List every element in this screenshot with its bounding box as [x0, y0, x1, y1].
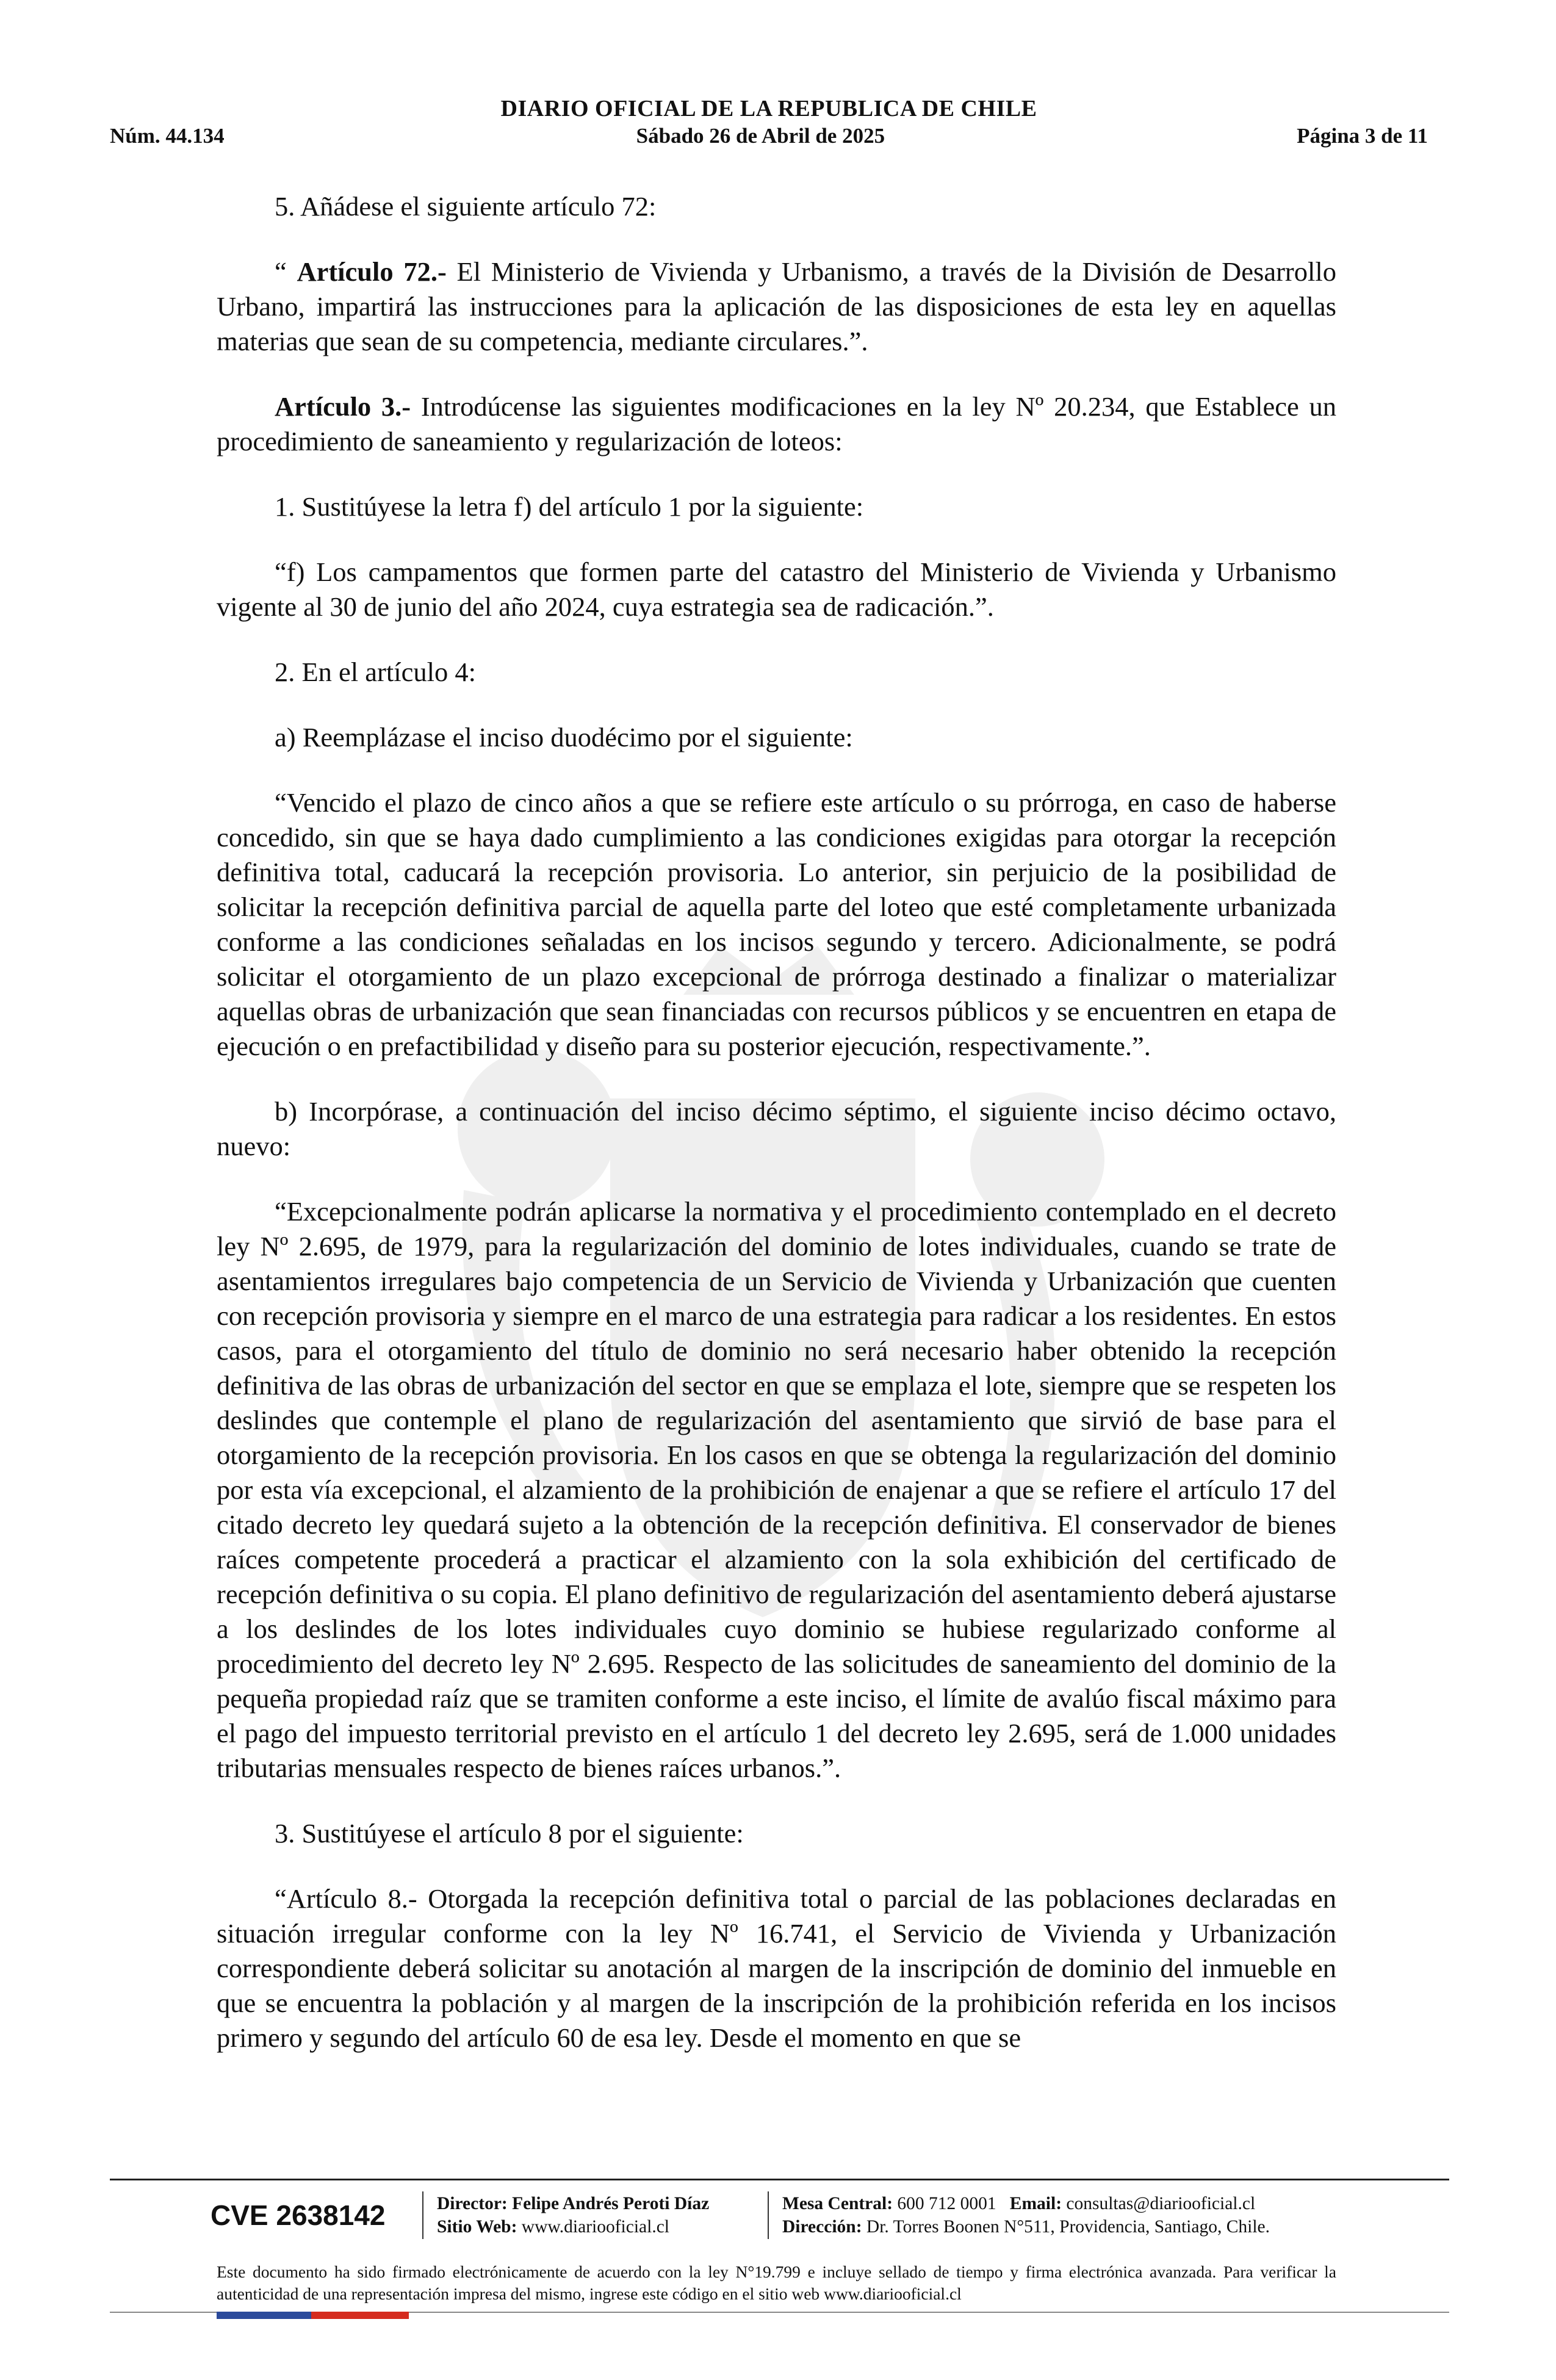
issue-number: Núm. 44.134	[110, 124, 225, 148]
footer-separator	[768, 2191, 769, 2239]
header-row	[110, 123, 1428, 150]
page-footer	[207, 2185, 1342, 2246]
flag-red-segment	[311, 2312, 409, 2319]
page-header	[110, 95, 1428, 150]
paragraph: 3. Sustitúyese el artículo 8 por el siguiente:	[275, 1818, 744, 1848]
page-number: Página 3 de 11	[1297, 124, 1428, 148]
footer-divider	[110, 2179, 1449, 2180]
paragraph: “Vencido el plazo de cinco años a que se refiere este artículo o su prórroga, en caso de haberse concedido, sin que se haya dado cumplimiento a las condiciones exigidas para otorgar la recepción definitiva total, caducará la recepción provisoria. Lo anterior, sin perjuicio de la posibilidad de solicitar la recepción definitiva parcial de aquella parte del loteo que esté completamente urbanizada conforme a las condiciones señaladas en los incisos segundo y tercero. Adicionalmente, se podrá solicitar el otorgamiento de un plazo excepcional de prórroga destinado a finalizar o materializar aquellas obras de urbanización que sean financiadas con recursos públicos y se encuentren en etapa de ejecución o en prefactibilidad y diseño para su posterior ejecución, respectivamente.”.	[217, 787, 1336, 1061]
paragraph: “Excepcionalmente podrán aplicarse la normativa y el procedimiento contemplado en el decreto ley Nº 2.695, de 1979, para la regularización del dominio de lotes individuales, cuando se trate de asentamientos irregulares bajo competencia de un Servicio de Vivienda y Urbanización que cuenten con recepción provisoria y siempre en el marco de una estrategia para radicar a los residentes. En estos casos, para el otorgamiento del título de dominio no será necesario haber obtenido la recepción definitiva de las obras de urbanización del sector en que se emplaza el lote, siempre que se respeten los deslindes que contemple el plano de regularización del asentamiento que sirvió de base para el otorgamiento de la recepción provisoria. En los casos en que se obtenga la regularización del dominio por esta vía excepcional, el alzamiento de la prohibición de enajenar a que se refiere el artículo 17 del citado decreto ley quedará sujeto a la obtención de la recepción definitiva. El conservador de bienes raíces competente procederá a practicar el alzamiento con la sola exhibición del certificado de recepción definitiva o su copia. El plano definitivo de regularización del asentamiento deberá ajustarse a los deslindes de los lotes individuales cuyo dominio se hubiese regularizado conforme al procedimiento del decreto ley Nº 2.695. Respecto de las solicitudes de saneamiento del dominio de la pequeña propiedad raíz que se tramiten conforme a este inciso, el límite de avalúo fiscal máximo para el pago del impuesto territorial previsto en el artículo 1 del decreto ley 2.695, será de 1.000 unidades tributarias mensuales respecto de bienes raíces urbanos.”.	[217, 1196, 1336, 1783]
paragraph: “Artículo 8.- Otorgada la recepción definitiva total o parcial de las poblaciones declaradas en situación irregular conforme con la ley Nº 16.741, el Servicio de Vivienda y Urbanización correspondiente deberá solicitar su anotación al margen de la inscripción de dominio del inmueble en que se encuentra la población y al margen de la inscripción de la prohibición referida en los incisos primero y segundo del artículo 60 de esa ley. Desde el momento en que se	[217, 1883, 1336, 2053]
paragraph: b) Incorpórase, a continuación del inciso décimo séptimo, el siguiente inciso décimo octavo, nuevo:	[217, 1096, 1336, 1161]
website-link[interactable]: www.diariooficial.cl	[521, 2217, 669, 2237]
footer-separator	[422, 2191, 423, 2239]
issue-date: Sábado 26 de Abril de 2025	[636, 124, 885, 148]
article-heading: Artículo 72.-	[297, 256, 447, 287]
article-heading: Artículo 3.-	[275, 391, 411, 422]
paragraph: a) Reemplázase el inciso duodécimo por el siguiente:	[275, 722, 853, 752]
email-link[interactable]: consultas@diariooficial.cl	[1066, 2194, 1256, 2213]
paragraph: Artículo 3.- Introdúcense las siguientes modificaciones en la ley Nº 20.234, que Establece un procedimiento de saneamiento y regularización de loteos:	[217, 391, 1336, 456]
phone-number: 600 712 0001	[897, 2194, 996, 2213]
cve-code: CVE 2638142	[211, 2199, 386, 2231]
gazette-title: DIARIO OFICIAL DE LA REPUBLICA DE CHILE	[500, 96, 1037, 121]
paragraph: “ Artículo 72.- El Ministerio de Vivienda y Urbanismo, a través de la División de Desarrollo Urbano, impartirá las instrucciones para la aplicación de las disposiciones de esta ley en aquellas materias que sean de su competencia, mediante circulares.”.	[217, 256, 1336, 356]
flag-blue-segment	[217, 2312, 311, 2319]
director-name: Felipe Andrés Peroti Díaz	[512, 2194, 710, 2213]
footer-director-block: Director: Felipe Andrés Peroti Díaz Sitio Web: www.diariooficial.cl	[437, 2194, 710, 2237]
paragraph: 2. En el artículo 4:	[275, 657, 476, 687]
paragraph: 1. Sustitúyese la letra f) del artículo 1 por la siguiente:	[275, 491, 864, 522]
signature-notice: Este documento ha sido firmado electrónicamente de acuerdo con la ley N°19.799 e incluye sellado de tiempo y firma electrónica avanzada. Para verificar la autenticidad de una representación impresa del mismo, ingrese este código en el sitio web www.diariooficial.cl	[217, 2262, 1336, 2303]
paragraph: 5. Añádese el siguiente artículo 72:	[275, 191, 657, 222]
document-body	[217, 189, 1336, 2086]
footer-contact-block: Mesa Central: 600 712 0001 Email: consultas@diariooficial.cl Dirección: Dr. Torres Boonen N°511, Providencia, Santiago, Chile.	[782, 2194, 1270, 2237]
address: Dr. Torres Boonen N°511, Providencia, Santiago, Chile.	[866, 2217, 1270, 2237]
chile-flag-stripe	[217, 2312, 409, 2319]
paragraph: “f) Los campamentos que formen parte del catastro del Ministerio de Vivienda y Urbanismo vigente al 30 de junio del año 2024, cuya estrategia sea de radicación.”.	[217, 557, 1336, 622]
